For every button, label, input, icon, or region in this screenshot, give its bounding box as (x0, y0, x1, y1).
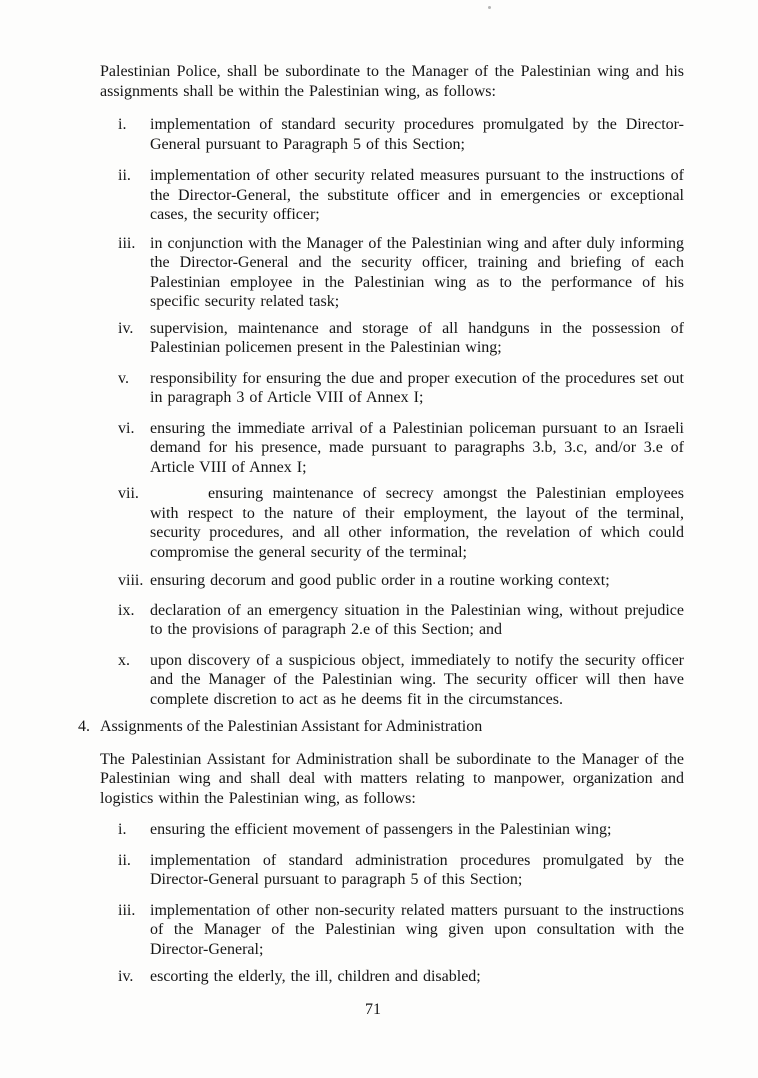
list-item-text: upon discovery of a suspicious object, immediately to notify the security officer and the Manager of the Palestinian wing. The security officer will then have complete discretion to act as he deems fit in the circumstances. (150, 651, 684, 708)
list-item-number: iv. (118, 319, 134, 337)
list-item-number: i. (118, 116, 127, 133)
list-item-security-iv (100, 319, 684, 358)
section-4-paragraph: The Palestinian Assistant for Administration shall be subordinate to the Manager of the Palestinian wing and shall deal with matters relating to manpower, organization and logistics within the Palestinian wing, as follows: (100, 750, 684, 807)
list-item-text: responsibility for ensuring the due and proper execution of the procedures set out in paragraph 3 of Article VIII of Annex I; (150, 369, 684, 406)
list-item-security-iii (100, 234, 684, 312)
list-item-text: supervision, maintenance and storage of all handguns in the possession of Palestinian policemen present in the Palestinian wing; (150, 319, 684, 356)
list-item-security-viii (100, 571, 684, 591)
list-item-number: v. (118, 369, 129, 387)
list-item-number: ix. (118, 601, 135, 619)
list-item-security-vii (100, 484, 684, 562)
list-item-number: ii. (118, 851, 131, 869)
list-item-security-v (100, 369, 684, 408)
list-item-admin-ii (100, 851, 684, 890)
section-number: 4. (78, 718, 90, 735)
list-item-security-ix (100, 601, 684, 640)
page-content (78, 62, 684, 987)
list-item-text: implementation of other security related measures pursuant to the instructions of the Director-General, the substitute officer and in emergencies or exceptional cases, the security officer; (150, 167, 684, 223)
list-item-text: implementation of standard administration procedures promulgated by the Director-General pursuant to paragraph 5 of this Section; (150, 851, 684, 888)
list-item-number: vi. (118, 419, 135, 437)
list-item-admin-i (100, 820, 684, 840)
section-title: Assignments of the Palestinian Assistant for Administration (100, 718, 483, 735)
list-item-admin-iii (100, 901, 684, 960)
list-item-text: in conjunction with the Manager of the Palestinian wing and after duly informing the Director-General and the security officer, training and briefing of each Palestinian employee in the Palestinian wing as to the performance of his specific security related task; (150, 234, 684, 310)
list-item-text: implementation of standard security procedures promulgated by the Director-General pursuant to Paragraph 5 of this Section; (150, 116, 684, 153)
section-4-heading (78, 717, 684, 737)
list-item-admin-iv (100, 967, 684, 987)
list-item-text: ensuring decorum and good public order in a routine working context; (150, 572, 610, 589)
list-item-security-ii (100, 166, 684, 225)
intro-paragraph: Palestinian Police, shall be subordinate to the Manager of the Palestinian wing and his assignments shall be within the Palestinian wing, as follows: (100, 63, 684, 100)
list-item-text: declaration of an emergency situation in the Palestinian wing, without prejudice to the provisions of paragraph 2.e of this Section; and (150, 601, 684, 638)
list-item-number: i. (118, 821, 127, 838)
list-item-number: iii. (118, 234, 136, 252)
list-item-security-vi (100, 419, 684, 478)
list-item-number: viii. (118, 572, 144, 589)
list-item-security-x (100, 651, 684, 710)
list-item-number: ii. (118, 167, 131, 184)
list-item-number: x. (118, 651, 130, 669)
list-item-text: implementation of other non-security related matters pursuant to the instructions of the Manager of the Palestinian wing given upon consultation with the Director-General; (150, 901, 684, 958)
list-item-text: ensuring maintenance of secrecy amongst the Palestinian employees with respect to the nature of their employment, the layout of the terminal, security procedures, and all other information, the revelation of which could compromise the general security of the terminal; (150, 485, 684, 561)
list-item-number: iv. (118, 968, 134, 985)
list-item-text: ensuring the efficient movement of passengers in the Palestinian wing; (150, 821, 612, 838)
list-item-number: vii. (118, 485, 139, 502)
list-item-security-i (100, 115, 684, 154)
page-number: 71 (365, 1001, 381, 1018)
scan-artifact-dot (488, 6, 491, 9)
list-item-number: iii. (118, 901, 136, 919)
list-item-text: ensuring the immediate arrival of a Palestinian policeman pursuant to an Israeli demand for his presence, made pursuant to paragraphs 3.b, 3.c, and/or 3.e of Article VIII of Annex I; (150, 419, 684, 476)
list-item-text: escorting the elderly, the ill, children and disabled; (150, 968, 481, 985)
